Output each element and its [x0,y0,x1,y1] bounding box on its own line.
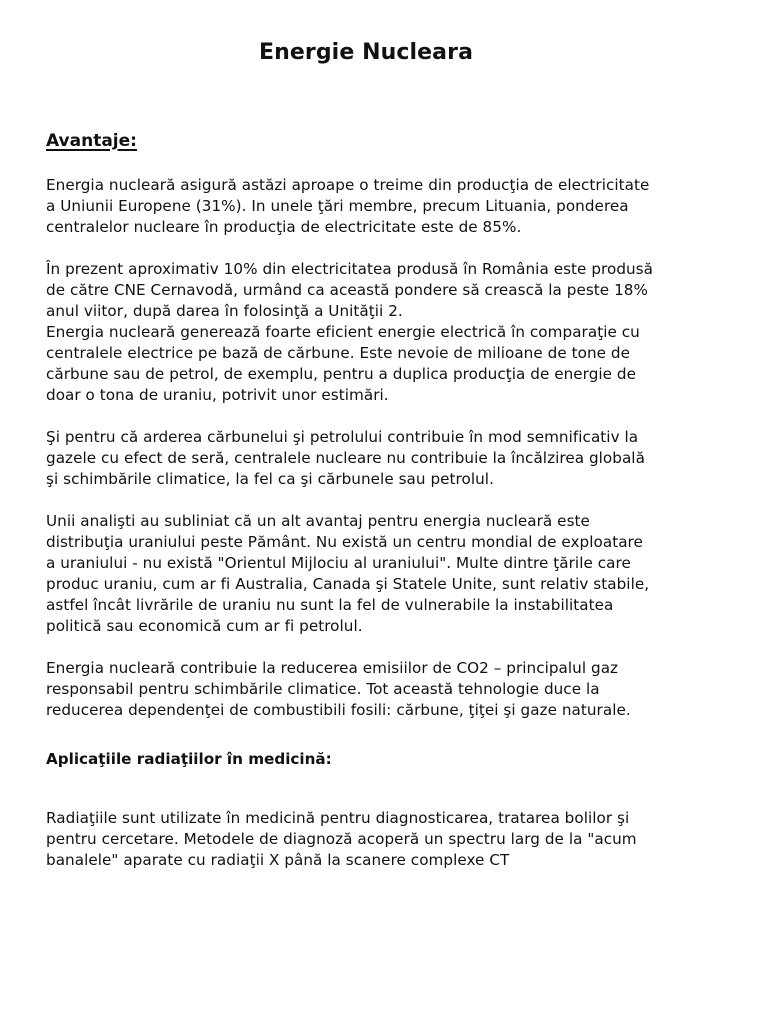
paragraph-medical-radiation: Radiaţiile sunt utilizate în medicină pentru diagnosticarea, tratarea bolilor şi pentru cercetare. Metodele de diagnoză acoperă un spectru larg de la "acum banalele" aparate cu radiaţii X până la scanere complexe CT [46,809,637,869]
paragraph-efficiency: Energia nucleară generează foarte eficient energie electrică în comparaţie cu centralele electrice pe bază de cărbune. Este nevoie de milioane de tone de cărbune sau de petrol, de exemplu, pentru a duplica producţia de energie de doar o tona de uraniu, potrivit unor estimări. [46,323,640,404]
paragraph-romania-cernavoda: În prezent aproximativ 10% din electricitatea produsă în România este produsă de către CNE Cernavodă, urmând ca această pondere să crească la peste 18% anul viitor, după darea în folosinţă a Unităţii 2. [46,260,654,320]
section-heading-avantaje: Avantaje: [46,131,137,151]
subheading-medical-applications: Aplicaţiile radiaţiilor în medicină: [46,750,332,768]
paragraph-greenhouse-gases: Şi pentru că arderea cărbunelui şi petrolului contribuie în mod semnificativ la gazele cu efect de seră, centralele nucleare nu contribuie la încălzirea globală şi schimbările climatice, la fel ca şi cărbunele sau petrolul. [46,428,645,488]
document-title: Energie Nucleara [258,40,474,65]
paragraph-uranium-distribution: Unii analişti au subliniat că un alt avantaj pentru energia nucleară este distribuţia uraniului peste Pământ. Nu există un centru mondial de exploatare a uraniului - nu există "Orientul Mijlociu al uraniului". Multe dintre ţările care produc uraniu, cum ar fi Australia, Canada şi Statele Unite, sunt relativ stabile, astfel încât livrările de uraniu nu sunt la fel de vulnerabile la instabilitatea politică sau economică cum ar fi petrolul. [46,512,650,635]
paragraph-co2-reduction: Energia nucleară contribuie la reducerea emisiilor de CO2 – principalul gaz responsabil pentru schimbările climatice. Tot această tehnologie duce la reducerea dependenţei de combustibili fosili: cărbune, ţiţei şi gaze naturale. [46,659,631,719]
paragraph-eu-electricity-share: Energia nucleară asigură astăzi aproape o treime din producţia de electricitate a Uniunii Europene (31%). In unele ţări membre, precum Lituania, ponderea centralelor nucleare în producţia de electricitate este de 85%. [46,176,650,236]
